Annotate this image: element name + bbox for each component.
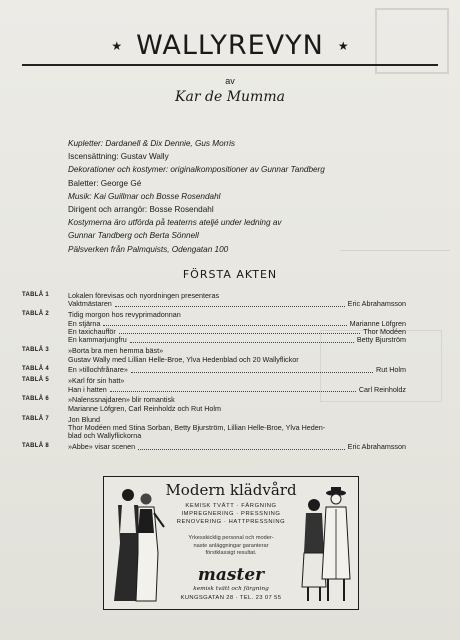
act-label: TABLÅ 5	[22, 377, 49, 384]
act-line-text: »Abbe» visar scenen	[68, 442, 136, 452]
ad-description-line: Yrkesskicklig personal och moder-	[188, 535, 274, 541]
act-body	[68, 347, 406, 364]
act-cast: Eric Abrahamsson	[347, 442, 406, 452]
section-title: FÖRSTA AKTEN	[182, 268, 278, 281]
act-body	[68, 443, 406, 451]
author-name: Kar de Mumma	[175, 89, 285, 105]
dotted-leader	[131, 372, 373, 373]
dotted-leader	[130, 342, 354, 343]
ad-address: KUNGSGATAN 28 · TEL. 23 07 55	[180, 595, 282, 601]
dotted-leader	[103, 325, 346, 326]
act-line	[68, 366, 406, 374]
act-cast: Thor Modéen	[363, 327, 406, 337]
credit-line: Iscensättning: Gustav Wally	[68, 152, 169, 162]
by-label: av	[225, 76, 235, 86]
page-title: WALLYREVYN	[136, 30, 324, 61]
act-body	[68, 396, 406, 413]
act-list	[22, 292, 406, 454]
act-body	[68, 311, 406, 345]
act-line-text: »Nalenssnajdaren» blir romantisk	[68, 395, 175, 405]
act-line	[68, 405, 406, 413]
credit-line: Kupletter: Dardanell & Dix Dennie, Gus Morris	[68, 139, 236, 148]
dotted-leader	[138, 449, 345, 450]
act-line	[68, 377, 406, 385]
act-body	[68, 366, 406, 374]
act-entry	[22, 443, 406, 451]
credit-line: Musik: Kai Guillmar och Bosse Rosendahl	[68, 191, 221, 201]
act-entry	[22, 416, 406, 441]
star-icon: ★	[337, 38, 349, 53]
act-entry	[22, 377, 406, 394]
act-entry	[22, 311, 406, 345]
credit-line: Dirigent och arrangör: Bosse Rosendahl	[68, 205, 214, 215]
act-line-text: »Karl för sin hatt»	[68, 376, 125, 386]
act-cast: Rut Holm	[376, 365, 406, 375]
ad-brand: master	[197, 565, 265, 585]
act-line-text: En taxichaufför	[68, 327, 116, 337]
act-line-text: En stjärna	[68, 318, 101, 328]
act-entry	[22, 366, 406, 374]
act-line	[68, 386, 406, 394]
act-line-text: Vaktmästaren	[68, 299, 112, 309]
act-line-text: Han i hatten	[68, 384, 107, 394]
act-body	[68, 377, 406, 394]
act-line-text: Gustav Wally med Lillian Helle-Broe, Ylva Hedenblad och 20 Wallyflickor	[68, 354, 299, 364]
ad-service-line: IMPREGNERING · PRESSNING	[181, 511, 281, 518]
act-line	[68, 336, 406, 344]
credits-list	[68, 137, 418, 256]
program-header	[0, 30, 460, 61]
act-line-text: Marianne Löfgren, Carl Reinholdz och Rut Holm	[68, 403, 222, 413]
ad-service-line: RENOVERING · HATTPRESSNING	[176, 519, 286, 526]
act-entry	[22, 396, 406, 413]
act-label: TABLÅ 8	[22, 443, 49, 450]
couple-in-coats-illustration	[294, 483, 354, 605]
act-line-text: En kammarjungfru	[68, 335, 127, 345]
dotted-leader	[119, 333, 360, 334]
act-label: TABLÅ 1	[22, 292, 49, 298]
act-entry	[22, 347, 406, 364]
act-cast: Carl Reinholdz	[358, 384, 406, 394]
act-label: TABLÅ 7	[22, 415, 49, 422]
act-line-text: En »tillochfrånare»	[68, 365, 128, 375]
act-label: TABLÅ 3	[22, 347, 49, 354]
ad-description-line: förstklassigt resultat.	[205, 550, 257, 557]
act-line-text: »Borta bra men hemma bäst»	[68, 346, 164, 356]
act-line-text: Jon Blund	[68, 414, 100, 424]
act-cast: Eric Abrahamsson	[347, 299, 406, 309]
act-body	[68, 292, 406, 309]
act-cast: Marianne Löfgren	[349, 318, 406, 328]
act-entry	[22, 292, 406, 309]
couple-illustration	[108, 483, 166, 605]
act-line-text: Tidig morgon hos revyprimadonnan	[68, 310, 181, 320]
ad-service-line: KEMISK TVÄTT · FÄRGNING	[185, 503, 277, 509]
advertisement	[103, 476, 359, 610]
act-label: TABLÅ 4	[22, 366, 49, 373]
dotted-leader	[115, 306, 345, 307]
act-line	[68, 320, 406, 328]
act-line-text: Thor Modéen med Stina Sorban, Betty Bjurström, Lillian Helle-Broe, Ylva Heden-	[68, 423, 326, 433]
ad-tagline: kemisk tvätt och färgning	[193, 586, 269, 592]
dotted-leader	[110, 391, 356, 392]
act-line	[68, 300, 406, 308]
act-line	[68, 443, 406, 451]
author-block	[0, 66, 460, 105]
act-label: TABLÅ 6	[22, 396, 49, 403]
act-line-text: Lokalen förevisas och nyordningen presenteras	[68, 291, 220, 300]
ad-description-line: naste anläggningar garanterar	[193, 542, 269, 549]
act-line	[68, 432, 406, 440]
credit-line: Baletter: George Gé	[68, 178, 142, 188]
credit-line: Gunnar Tandberg och Berta Sönnell	[68, 231, 199, 241]
credit-line: Pälsverken från Palmquists, Odengatan 100	[68, 244, 229, 254]
ad-title: Modern klädvård	[165, 481, 297, 499]
act-cast: Betty Bjurström	[356, 335, 406, 345]
star-icon: ★	[111, 38, 123, 53]
act-body	[68, 416, 406, 441]
credit-line: Dekorationer och kostymer: originalkompositioner av Gunnar Tandberg	[68, 165, 325, 175]
act-line-text: blad och Wallyflickorna	[68, 431, 142, 441]
act-line	[68, 356, 406, 364]
act-label: TABLÅ 2	[22, 311, 49, 318]
credit-line: Kostymerna äro utförda på teaterns ateljé under ledning av	[68, 218, 282, 228]
